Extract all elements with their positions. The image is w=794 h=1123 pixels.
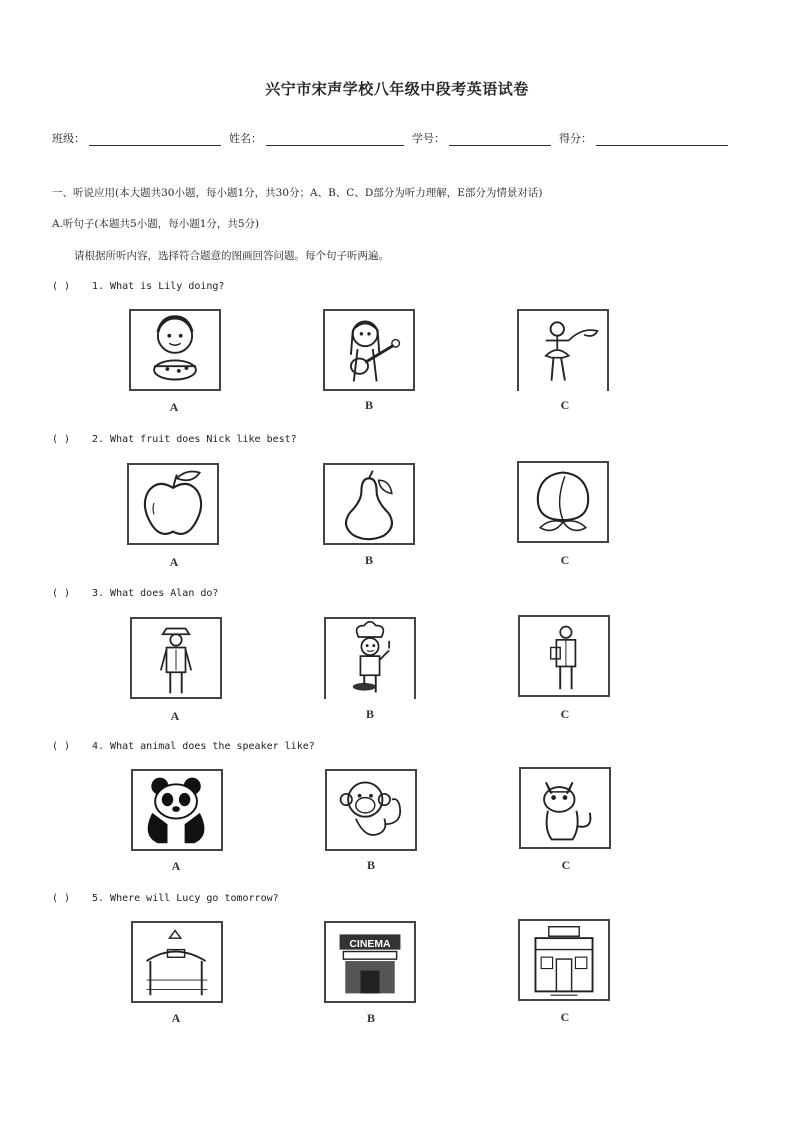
doctor-icon [520,617,608,695]
policeman-icon [132,619,220,697]
q5-option-c-image[interactable] [518,919,610,1001]
q5-label-a: A [171,1011,181,1025]
q2-option-b-image[interactable] [323,463,415,545]
q4-option-b-image[interactable] [325,769,417,851]
class-label: 班级： [52,132,85,145]
q5-option-b-image[interactable] [324,921,416,1003]
q5-label-b: B [366,1011,375,1025]
id-field[interactable] [449,133,551,146]
q1-option-b-image[interactable] [323,309,415,391]
question-text: 5. Where will Lucy go tomorrow? [92,893,279,904]
answer-blank[interactable]: ( ) [52,281,71,292]
cat-icon [521,769,609,847]
pear-icon [325,465,413,543]
id-label: 学号： [412,132,445,145]
answer-blank[interactable]: ( ) [52,588,71,599]
q1-option-c-image[interactable] [517,309,609,391]
question-text: 2. What fruit does Nick like best? [92,434,297,445]
q2-option-a-image[interactable] [127,463,219,545]
question-3 [52,588,218,599]
chef-icon [326,619,414,699]
park-gate-icon [133,923,221,1001]
question-text: 1. What is Lily doing? [92,281,225,292]
class-field[interactable] [89,133,221,146]
q4-label-a: A [171,859,181,873]
q2-label-a: A [169,555,179,569]
cinema-icon [326,923,414,1001]
q3-label-b: B [365,707,374,721]
name-label: 姓名： [229,132,262,145]
q3-label-a: A [170,709,180,723]
student-info-row [52,130,736,146]
guitar-girl-icon [325,311,413,389]
q3-option-a-image[interactable] [130,617,222,699]
apple-icon [129,465,217,543]
cinema-sign-text: CINEMA [349,938,391,950]
q1-label-a: A [169,400,179,414]
part-a-heading: A.听句子(本题共5小题，每小题1分，共5分) [52,218,260,230]
instruction-text: 请根据所听内容，选择符合题意的图画回答问题。每个句子听两遍。 [74,250,389,262]
q1-label-c: C [560,398,570,412]
question-2 [52,434,297,445]
library-icon [520,921,608,999]
panda-icon [133,771,221,849]
monkey-icon [327,771,415,849]
q2-label-b: B [364,553,373,567]
section-heading: 一、听说应用(本大题共30小题，每小题1分，共30分；A、B、C、D部分为听力理解，E部分为情景对话) [52,187,543,199]
score-field[interactable] [596,133,728,146]
q2-label-c: C [560,553,570,567]
dancing-girl-icon [519,311,607,391]
q1-label-b: B [364,398,373,412]
question-4 [52,741,315,752]
q3-option-b-image[interactable] [324,617,416,699]
q5-label-c: C [560,1010,570,1024]
q4-label-b: B [366,858,375,872]
q3-label-c: C [560,707,570,721]
question-text: 4. What animal does the speaker like? [92,741,315,752]
question-text: 3. What does Alan do? [92,588,219,599]
page-title: 兴宁市宋声学校八年级中段考英语试卷 [265,80,529,98]
q4-option-c-image[interactable] [519,767,611,849]
question-1 [52,281,224,292]
q2-option-c-image[interactable] [517,461,609,543]
answer-blank[interactable]: ( ) [52,741,71,752]
name-field[interactable] [266,133,404,146]
score-label: 得分： [559,132,592,145]
q1-option-a-image[interactable] [129,309,221,391]
q4-option-a-image[interactable] [131,769,223,851]
q3-option-c-image[interactable] [518,615,610,697]
question-5 [52,893,279,904]
q5-option-a-image[interactable] [131,921,223,1003]
cooking-girl-icon [131,311,219,389]
answer-blank[interactable]: ( ) [52,893,71,904]
answer-blank[interactable]: ( ) [52,434,71,445]
peach-icon [519,463,607,541]
q4-label-c: C [561,858,571,872]
